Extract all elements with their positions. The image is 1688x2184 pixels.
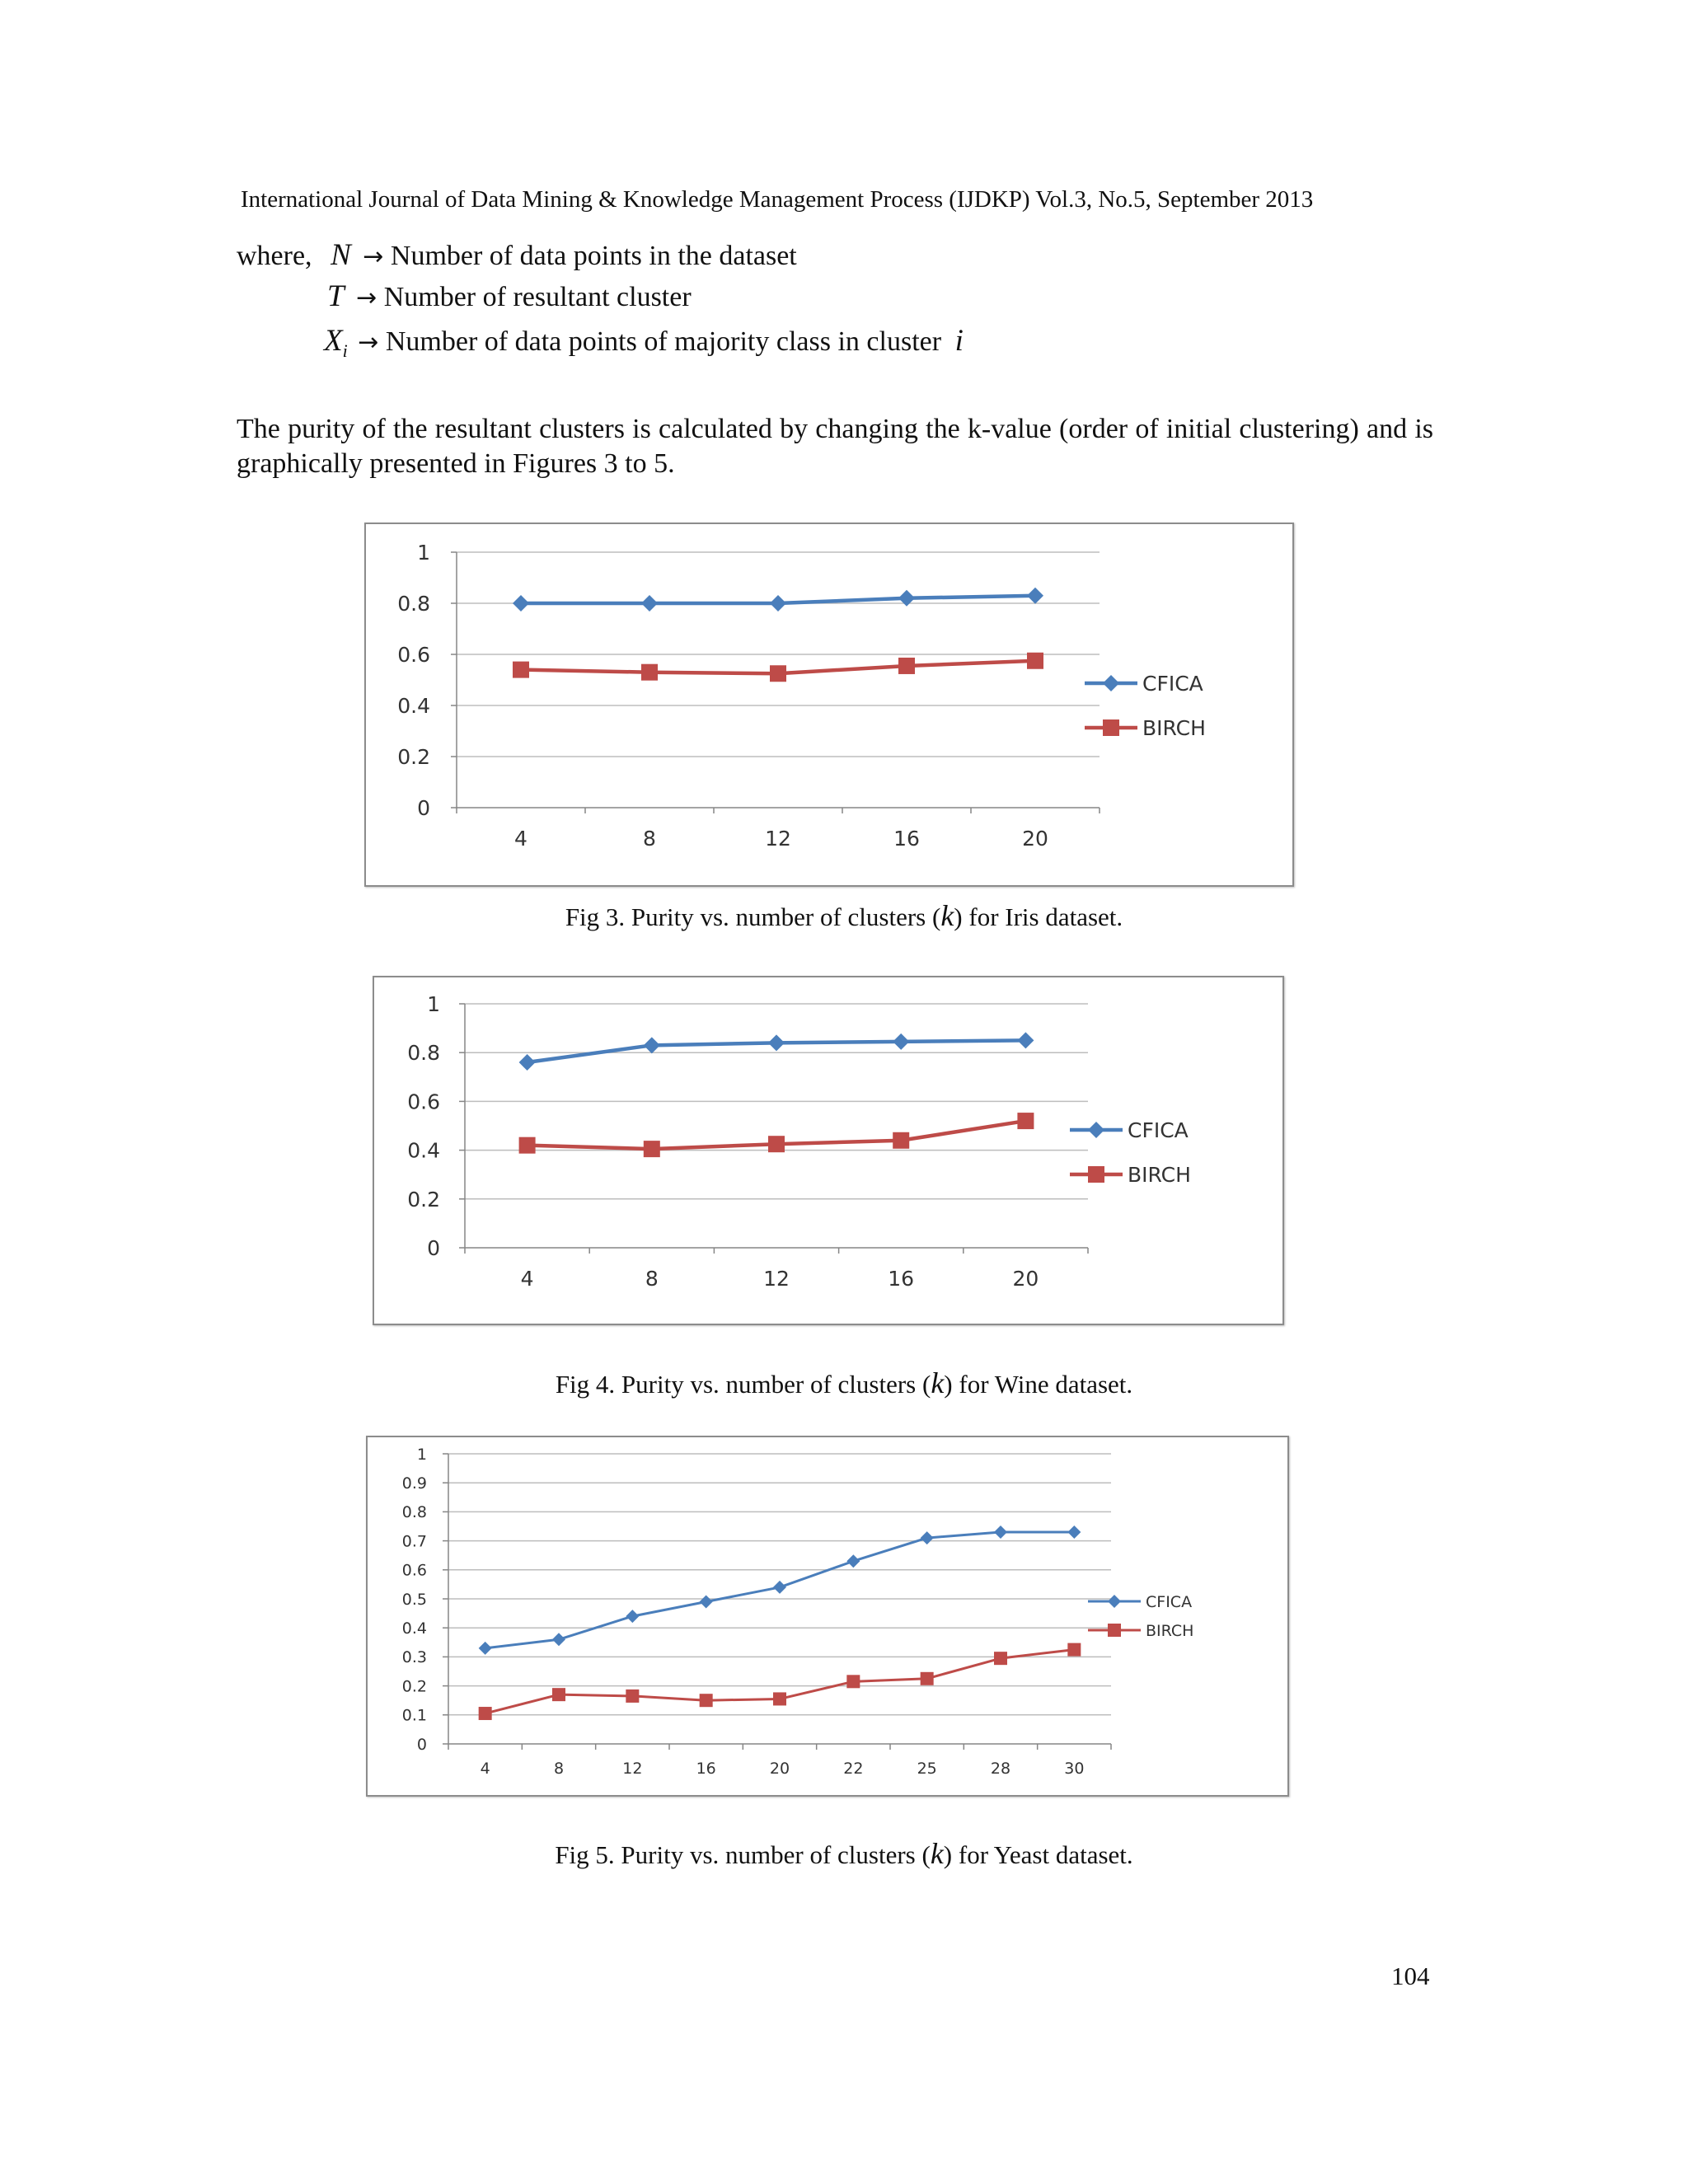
y-tick-label: 0.2 [401,1677,427,1696]
data-point-birch [773,1692,786,1705]
body-paragraph: The purity of the resultant clusters is calculated by changing the k-value (order of initial clustering) and is graphically presented in Figures 3 to 5. [237,414,1433,479]
data-point-birch [552,1688,565,1701]
symbol-n: N [331,238,351,272]
y-tick-label: 0.9 [401,1474,427,1493]
figure-5-caption [0,1836,1688,1871]
x-tick-label: 8 [645,1267,659,1291]
data-point-birch [1017,1113,1034,1129]
legend-marker-birch [1108,1624,1121,1637]
legend-label-birch: BIRCH [1128,1163,1191,1187]
data-point-cfica [1027,588,1043,604]
caption-k: k [931,1366,945,1399]
legend-marker-cfica [1088,1122,1104,1138]
figure-3-chart [364,523,1294,887]
data-point-birch [770,665,786,682]
x-tick-label: 4 [520,1267,534,1291]
data-point-cfica [644,1037,660,1053]
data-point-cfica [898,590,915,607]
y-tick-label: 1 [416,1445,427,1464]
x-tick-label: 16 [888,1267,915,1291]
data-point-birch [641,664,658,681]
x-tick-label: 12 [763,1267,790,1291]
legend-marker-birch [1088,1166,1104,1183]
symbol-x: X [324,324,343,358]
definition-row-t [327,279,692,314]
caption-text: Fig 4. Purity vs. number of clusters ( [555,1370,931,1399]
legend-label-cfica: CFICA [1146,1592,1193,1611]
data-point-birch [1027,653,1043,669]
data-point-cfica [479,1642,492,1655]
figure-4-chart [373,976,1284,1325]
definition-row-x [324,323,964,362]
definition-text-n: Number of data points in the dataset [390,241,797,271]
symbol-i: i [954,324,964,358]
y-tick-label: 0.8 [401,1503,427,1522]
definition-text-t: Number of resultant cluster [383,282,692,312]
data-point-cfica [773,1581,786,1594]
data-point-birch [644,1141,660,1157]
data-point-birch [846,1675,860,1688]
arrow-icon: → [358,328,379,357]
y-tick-label: 0.8 [407,1041,440,1066]
definitions-lead: where, [237,241,312,271]
data-point-birch [513,662,529,678]
caption-k: k [940,899,954,932]
data-point-birch [1067,1643,1081,1657]
x-tick-label: 16 [696,1760,716,1778]
arrow-icon: → [356,284,377,312]
y-tick-label: 0.3 [401,1648,427,1667]
data-point-birch [893,1132,909,1149]
x-tick-label: 4 [514,827,528,851]
data-point-cfica [846,1554,860,1568]
caption-k: k [930,1837,944,1870]
data-point-cfica [700,1596,713,1609]
arrow-icon: → [363,242,384,271]
x-tick-label: 28 [990,1760,1011,1778]
y-tick-label: 0.4 [401,1619,427,1638]
y-tick-label: 0.2 [407,1187,440,1212]
y-tick-label: 0.2 [397,745,430,769]
data-point-cfica [641,595,658,612]
figure-4-caption [0,1366,1688,1400]
data-point-birch [519,1137,536,1154]
figure-4-plot [374,977,1282,1324]
page-number: 104 [1391,1961,1430,1990]
y-tick-label: 0.4 [397,694,430,718]
data-point-birch [479,1707,492,1720]
x-tick-label: 22 [843,1760,864,1778]
figure-3-plot [366,524,1292,885]
y-tick-label: 0.6 [407,1090,440,1114]
x-tick-label: 12 [622,1760,643,1778]
x-tick-label: 8 [553,1760,565,1778]
data-point-birch [700,1694,713,1707]
definition-text-x: Number of data points of majority class in cluster [385,326,942,357]
data-point-birch [921,1672,934,1685]
y-tick-label: 0.6 [397,643,430,667]
y-tick-label: 0.4 [407,1138,440,1163]
data-point-birch [768,1136,785,1152]
x-tick-label: 25 [917,1760,937,1778]
x-tick-label: 20 [1022,827,1048,851]
x-tick-label: 16 [893,827,920,851]
x-tick-label: 20 [769,1760,790,1778]
legend-label-birch: BIRCH [1142,716,1206,740]
y-tick-label: 0.7 [401,1532,427,1551]
data-point-cfica [921,1531,934,1544]
x-tick-label: 4 [480,1760,490,1778]
legend-marker-birch [1103,719,1119,736]
y-tick-label: 0.1 [401,1706,427,1725]
x-tick-label: 12 [765,827,791,851]
data-point-cfica [770,595,786,612]
data-point-birch [898,658,915,674]
y-tick-label: 0 [417,796,430,820]
x-tick-label: 30 [1064,1760,1085,1778]
y-tick-label: 0.6 [401,1561,427,1580]
legend-marker-cfica [1103,675,1119,691]
data-point-cfica [768,1034,785,1051]
running-header: International Journal of Data Mining & Knowledge Management Process (IJDKP) Vol.3, No.5, September 2013 [241,186,1314,213]
y-tick-label: 1 [427,992,440,1016]
legend-label-cfica: CFICA [1128,1118,1189,1142]
caption-text-end: ) for Wine dataset. [944,1370,1133,1399]
data-point-cfica [994,1526,1007,1539]
data-point-cfica [893,1033,909,1050]
figure-5-chart [366,1436,1289,1797]
figure-5-plot [368,1437,1287,1795]
data-point-cfica [552,1633,565,1646]
definition-row-n [237,237,797,273]
legend-label-birch: BIRCH [1146,1621,1194,1640]
y-tick-label: 1 [417,541,430,565]
y-tick-label: 0.8 [397,592,430,616]
x-tick-label: 20 [1012,1267,1039,1291]
data-point-cfica [626,1610,639,1623]
y-tick-label: 0 [416,1735,427,1754]
data-point-cfica [513,595,529,612]
y-tick-label: 0.5 [401,1590,427,1609]
caption-text: Fig 5. Purity vs. number of clusters ( [555,1840,931,1869]
data-point-cfica [519,1054,536,1071]
x-tick-label: 8 [643,827,656,851]
figure-3-caption [0,898,1688,933]
symbol-x-subscript: i [342,340,348,361]
data-point-birch [626,1690,639,1703]
data-point-cfica [1017,1032,1034,1048]
data-point-birch [994,1652,1007,1665]
caption-text-end: ) for Iris dataset. [954,902,1123,931]
y-tick-label: 0 [427,1236,440,1260]
caption-text-end: ) for Yeast dataset. [943,1840,1133,1869]
legend-marker-cfica [1108,1595,1121,1608]
legend-label-cfica: CFICA [1142,672,1203,696]
symbol-t: T [327,279,345,313]
caption-text: Fig 3. Purity vs. number of clusters ( [565,902,941,931]
data-point-cfica [1067,1526,1081,1539]
